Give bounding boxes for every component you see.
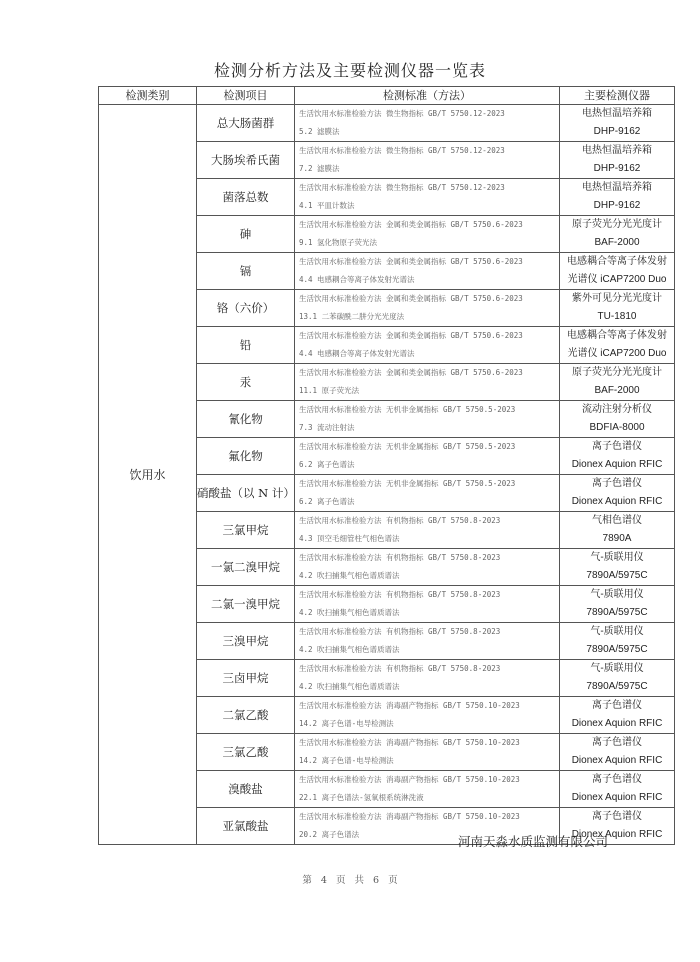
- standard-cell: [295, 179, 560, 216]
- item-cell: 砷: [197, 216, 295, 253]
- instrument-line-2: DHP-9162: [593, 163, 641, 174]
- instrument-cell: [560, 549, 675, 586]
- instrument-line-2: 光谱仪 iCAP7200 Duo: [567, 348, 667, 359]
- standard-cell: [295, 512, 560, 549]
- item-cell: 二氯乙酸: [197, 697, 295, 734]
- instrument-line-2: Dionex Aquion RFIC: [571, 459, 663, 470]
- item-cell: 镉: [197, 253, 295, 290]
- standard-line-2: 5.2 滤膜法: [299, 127, 340, 136]
- instrument-line-1: 电热恒温培养箱: [582, 182, 652, 193]
- instrument-line-1: 气-质联用仪: [590, 663, 644, 674]
- standard-line-1: 生活饮用水标准检验方法 有机物指标 GB/T 5750.8-2023: [299, 627, 501, 636]
- item-cell: 溴酸盐: [197, 771, 295, 808]
- instrument-line-2: 7890A/5975C: [586, 681, 648, 692]
- standard-line-1: 生活饮用水标准检验方法 无机非金属指标 GB/T 5750.5-2023: [299, 405, 516, 414]
- instrument-cell: [560, 475, 675, 512]
- standard-line-1: 生活饮用水标准检验方法 有机物指标 GB/T 5750.8-2023: [299, 664, 501, 673]
- instrument-cell: [560, 216, 675, 253]
- item-cell: 硝酸盐（以 N 计）: [197, 475, 295, 512]
- instrument-cell: [560, 734, 675, 771]
- standard-cell: [295, 549, 560, 586]
- instrument-line-1: 电感耦合等离子体发射: [567, 256, 667, 267]
- item-cell: 二氯一溴甲烷: [197, 586, 295, 623]
- standard-cell: [295, 142, 560, 179]
- standard-line-1: 生活饮用水标准检验方法 无机非金属指标 GB/T 5750.5-2023: [299, 479, 516, 488]
- instrument-line-1: 流动注射分析仪: [582, 404, 652, 415]
- instrument-cell: [560, 438, 675, 475]
- standard-cell: [295, 734, 560, 771]
- standard-line-1: 生活饮用水标准检验方法 金属和类金属指标 GB/T 5750.6-2023: [299, 368, 523, 377]
- instrument-line-1: 紫外可见分光光度计: [572, 293, 662, 304]
- instrument-cell: [560, 364, 675, 401]
- instrument-line-1: 气-质联用仪: [590, 552, 644, 563]
- standard-line-1: 生活饮用水标准检验方法 有机物指标 GB/T 5750.8-2023: [299, 553, 501, 562]
- instrument-line-2: Dionex Aquion RFIC: [571, 829, 663, 840]
- standard-line-2: 4.2 吹扫捕集气相色谱质谱法: [299, 645, 400, 654]
- standard-line-2: 7.2 滤膜法: [299, 164, 340, 173]
- standard-line-2: 9.1 氢化物原子荧光法: [299, 238, 378, 247]
- header-standard: 检测标准（方法）: [295, 87, 560, 105]
- company-name: 河南天淼水质监测有限公司: [457, 834, 608, 849]
- instrument-line-1: 电热恒温培养箱: [582, 145, 652, 156]
- standard-line-1: 生活饮用水标准检验方法 金属和类金属指标 GB/T 5750.6-2023: [299, 220, 523, 229]
- item-cell: 汞: [197, 364, 295, 401]
- standard-line-1: 生活饮用水标准检验方法 消毒副产物指标 GB/T 5750.10-2023: [299, 701, 520, 710]
- item-cell: 大肠埃希氏菌: [197, 142, 295, 179]
- standard-cell: [295, 401, 560, 438]
- standard-line-2: 4.2 吹扫捕集气相色谱质谱法: [299, 608, 400, 617]
- standard-line-2: 6.2 离子色谱法: [299, 497, 355, 506]
- instrument-line-2: Dionex Aquion RFIC: [571, 792, 663, 803]
- standard-line-2: 4.2 吹扫捕集气相色谱质谱法: [299, 682, 400, 691]
- item-cell: 三溴甲烷: [197, 623, 295, 660]
- standard-line-2: 6.2 离子色谱法: [299, 460, 355, 469]
- instrument-cell: [560, 179, 675, 216]
- instrument-cell: [560, 253, 675, 290]
- table-row: [99, 105, 675, 142]
- standard-line-1: 生活饮用水标准检验方法 有机物指标 GB/T 5750.8-2023: [299, 516, 501, 525]
- instrument-cell: [560, 512, 675, 549]
- item-cell: 亚氯酸盐: [197, 808, 295, 845]
- instrument-cell: [560, 401, 675, 438]
- standard-cell: [295, 253, 560, 290]
- item-cell: 总大肠菌群: [197, 105, 295, 142]
- standard-line-2: 7.3 流动注射法: [299, 423, 355, 432]
- standard-line-2: 22.1 离子色谱法-氢氧根系统淋洗液: [299, 793, 424, 802]
- instrument-line-1: 离子色谱仪: [592, 700, 642, 711]
- standard-line-2: 20.2 离子色谱法: [299, 830, 360, 839]
- standard-line-1: 生活饮用水标准检验方法 消毒副产物指标 GB/T 5750.10-2023: [299, 775, 520, 784]
- instrument-line-2: 光谱仪 iCAP7200 Duo: [567, 274, 667, 285]
- standard-line-2: 4.1 平皿计数法: [299, 201, 355, 210]
- standard-cell: [295, 327, 560, 364]
- instrument-line-2: DHP-9162: [593, 200, 641, 211]
- standard-line-1: 生活饮用水标准检验方法 微生物指标 GB/T 5750.12-2023: [299, 109, 505, 118]
- standard-line-2: 14.2 离子色谱-电导检测法: [299, 756, 394, 765]
- instrument-cell: [560, 290, 675, 327]
- standard-line-1: 生活饮用水标准检验方法 金属和类金属指标 GB/T 5750.6-2023: [299, 294, 523, 303]
- standard-line-1: 生活饮用水标准检验方法 微生物指标 GB/T 5750.12-2023: [299, 146, 505, 155]
- instrument-line-1: 气-质联用仪: [590, 589, 644, 600]
- instrument-line-2: Dionex Aquion RFIC: [571, 496, 663, 507]
- standard-line-2: 4.3 顶空毛细管柱气相色谱法: [299, 534, 400, 543]
- methods-table: [98, 86, 675, 845]
- standard-cell: [295, 623, 560, 660]
- instrument-line-2: 7890A/5975C: [586, 644, 648, 655]
- item-cell: 一氯二溴甲烷: [197, 549, 295, 586]
- instrument-line-2: TU-1810: [597, 311, 637, 322]
- standard-cell: [295, 105, 560, 142]
- item-cell: 三氯甲烷: [197, 512, 295, 549]
- standard-line-1: 生活饮用水标准检验方法 无机非金属指标 GB/T 5750.5-2023: [299, 442, 516, 451]
- instrument-line-1: 离子色谱仪: [592, 478, 642, 489]
- standard-cell: [295, 697, 560, 734]
- item-cell: 三卤甲烷: [197, 660, 295, 697]
- page-footer: 第 4 页 共 6 页: [302, 875, 398, 886]
- standard-line-1: 生活饮用水标准检验方法 金属和类金属指标 GB/T 5750.6-2023: [299, 257, 523, 266]
- standard-line-1: 生活饮用水标准检验方法 金属和类金属指标 GB/T 5750.6-2023: [299, 331, 523, 340]
- instrument-cell: [560, 660, 675, 697]
- standard-cell: [295, 290, 560, 327]
- instrument-cell: [560, 327, 675, 364]
- header-category: 检测类别: [99, 87, 197, 105]
- item-cell: 氟化物: [197, 438, 295, 475]
- table-header-row: [99, 87, 675, 105]
- item-cell: 三氯乙酸: [197, 734, 295, 771]
- instrument-line-1: 原子荧光分光光度计: [572, 219, 662, 230]
- instrument-line-1: 电感耦合等离子体发射: [567, 330, 667, 341]
- standard-cell: [295, 771, 560, 808]
- instrument-line-2: BDFIA-8000: [589, 422, 645, 433]
- instrument-line-1: 离子色谱仪: [592, 737, 642, 748]
- category-cell: 饮用水: [99, 105, 197, 845]
- standard-cell: [295, 586, 560, 623]
- instrument-line-2: BAF-2000: [594, 237, 640, 248]
- standard-cell: [295, 475, 560, 512]
- standard-line-2: 4.2 吹扫捕集气相色谱质谱法: [299, 571, 400, 580]
- instrument-cell: [560, 105, 675, 142]
- standard-line-2: 11.1 原子荧光法: [299, 386, 360, 395]
- instrument-line-1: 离子色谱仪: [592, 774, 642, 785]
- item-cell: 氰化物: [197, 401, 295, 438]
- standard-line-1: 生活饮用水标准检验方法 微生物指标 GB/T 5750.12-2023: [299, 183, 505, 192]
- header-instrument: 主要检测仪器: [560, 87, 675, 105]
- instrument-line-1: 气-质联用仪: [590, 626, 644, 637]
- header-item: 检测项目: [197, 87, 295, 105]
- instrument-line-2: 7890A/5975C: [586, 607, 648, 618]
- standard-line-2: 4.4 电感耦合等离子体发射光谱法: [299, 349, 415, 358]
- item-cell: 铬（六价）: [197, 290, 295, 327]
- instrument-line-1: 离子色谱仪: [592, 811, 642, 822]
- instrument-line-2: Dionex Aquion RFIC: [571, 755, 663, 766]
- instrument-line-1: 离子色谱仪: [592, 441, 642, 452]
- instrument-cell: [560, 142, 675, 179]
- instrument-line-2: BAF-2000: [594, 385, 640, 396]
- instrument-line-2: Dionex Aquion RFIC: [571, 718, 663, 729]
- item-cell: 菌落总数: [197, 179, 295, 216]
- standard-cell: [295, 364, 560, 401]
- instrument-line-2: DHP-9162: [593, 126, 641, 137]
- instrument-cell: [560, 586, 675, 623]
- standard-cell: [295, 216, 560, 253]
- page-title: 检测分析方法及主要检测仪器一览表: [213, 61, 486, 80]
- standard-line-1: 生活饮用水标准检验方法 消毒副产物指标 GB/T 5750.10-2023: [299, 738, 520, 747]
- standard-line-1: 生活饮用水标准检验方法 有机物指标 GB/T 5750.8-2023: [299, 590, 501, 599]
- instrument-line-1: 原子荧光分光光度计: [572, 367, 662, 378]
- standard-line-2: 13.1 二苯碳酰二肼分光光度法: [299, 312, 405, 321]
- standard-cell: [295, 438, 560, 475]
- standard-line-1: 生活饮用水标准检验方法 消毒副产物指标 GB/T 5750.10-2023: [299, 812, 520, 821]
- instrument-line-2: 7890A: [602, 533, 632, 544]
- instrument-line-2: 7890A/5975C: [586, 570, 648, 581]
- instrument-line-1: 气相色谱仪: [592, 515, 642, 526]
- standard-line-2: 4.4 电感耦合等离子体发射光谱法: [299, 275, 415, 284]
- standard-line-2: 14.2 离子色谱-电导检测法: [299, 719, 394, 728]
- instrument-cell: [560, 771, 675, 808]
- instrument-line-1: 电热恒温培养箱: [582, 108, 652, 119]
- instrument-cell: [560, 697, 675, 734]
- item-cell: 铅: [197, 327, 295, 364]
- instrument-cell: [560, 623, 675, 660]
- standard-cell: [295, 660, 560, 697]
